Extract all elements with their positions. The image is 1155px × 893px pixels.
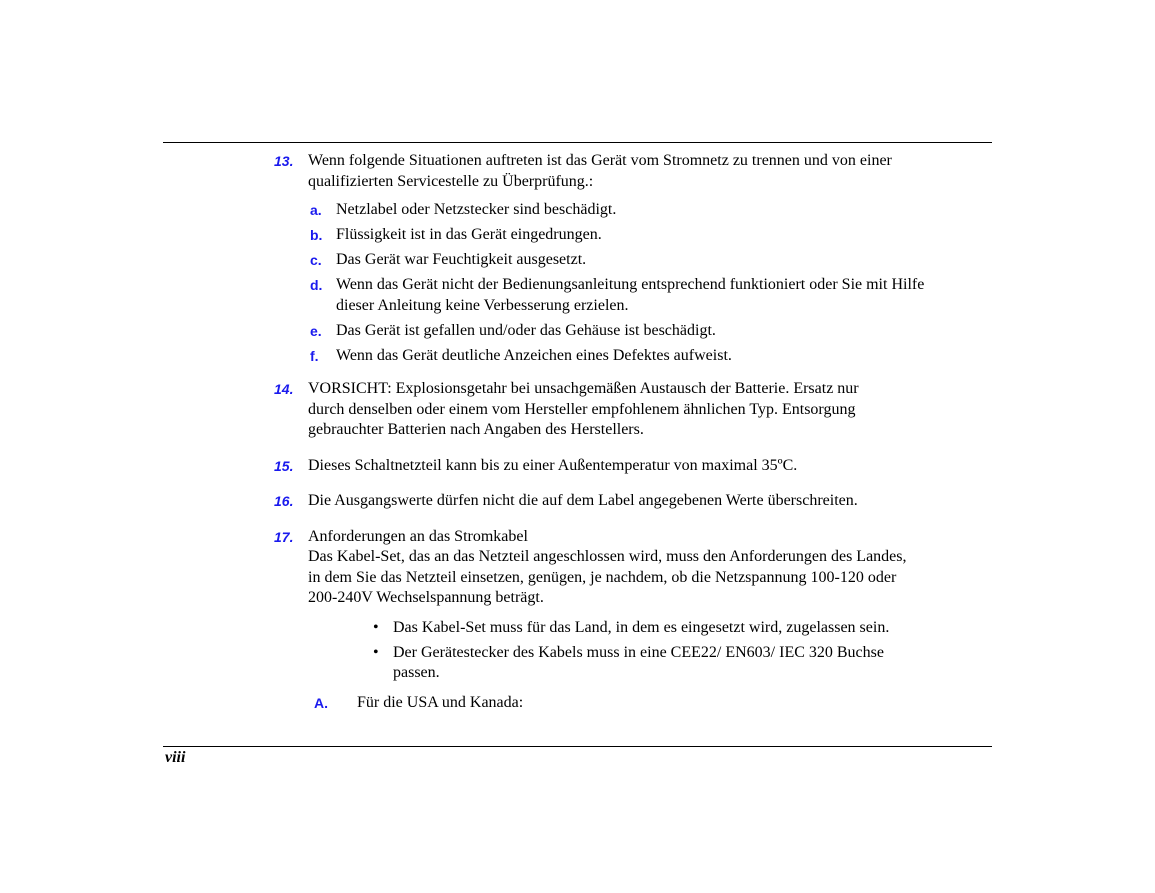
sub-item-text: Wenn das Gerät deutliche Anzeichen eines Defektes aufweist.	[336, 346, 732, 364]
bullet-text: Das Kabel-Set muss für das Land, in dem es eingesetzt wird, zugelassen sein.	[393, 618, 890, 636]
sub-item-letter: f.	[310, 347, 319, 364]
text-line: gebrauchter Batterien nach Angaben des Herstellers.	[308, 421, 644, 438]
text-line: Das Kabel-Set, das an das Netzteil angeschlossen wird, muss den Anforderungen des Landes,	[308, 548, 907, 565]
sub-item-text: Wenn das Gerät nicht der Bedienungsanleitung entsprechend funktioniert oder Sie mit Hilfe	[336, 276, 925, 293]
item-number: 14.	[274, 381, 294, 397]
text-line: Die Ausgangswerte dürfen nicht die auf dem Label angegebenen Werte überschreiten.	[308, 492, 858, 509]
list-item-13	[274, 151, 994, 366]
item-text	[308, 456, 994, 477]
footer-rule	[163, 746, 992, 747]
list-item-17	[274, 527, 994, 714]
text-line: Wenn folgende Situationen auftreten ist das Gerät vom Stromnetz zu trennen und von einer	[308, 152, 892, 169]
list-item-14	[274, 379, 994, 441]
text-line: Anforderungen an das Stromkabel	[308, 527, 528, 545]
sub-item-text: Flüssigkeit ist in das Gerät eingedrungen.	[336, 226, 602, 243]
text-line: qualifizierten Servicestelle zu Überprüfung.:	[308, 172, 594, 190]
item-number: 16.	[274, 493, 294, 509]
list-item-15	[274, 456, 994, 477]
item-number: 17.	[274, 528, 294, 545]
item-number: 15.	[274, 457, 294, 474]
bullet-text: Der Gerätestecker des Kabels muss in eine CEE22/ EN603/ IEC 320 Buchse	[393, 643, 884, 661]
bullet-item	[359, 643, 994, 684]
text-line: 200-240V Wechselspannung beträgt.	[308, 589, 544, 606]
bullet-list	[308, 618, 994, 684]
sub-item-a	[308, 200, 994, 221]
text-line: VORSICHT: Explosionsgetahr bei unsachgemäßen Austausch der Batterie. Ersatz nur	[308, 380, 859, 397]
bullet-item	[359, 618, 994, 639]
section-text: Für die USA und Kanada:	[357, 693, 524, 711]
sub-item-e	[308, 321, 994, 342]
section-a	[314, 693, 994, 714]
item-text	[308, 491, 994, 512]
list-item-16	[274, 491, 994, 512]
sub-list	[308, 200, 994, 366]
page-content	[274, 151, 994, 713]
sub-item-text: dieser Anleitung keine Verbesserung erzielen.	[336, 296, 629, 314]
sub-item-letter: a.	[310, 202, 322, 218]
item-number: 13.	[274, 153, 294, 169]
sub-item-f	[308, 346, 994, 367]
text-line: in dem Sie das Netzteil einsetzen, genügen, je nachdem, ob die Netzspannung 100-120 oder	[308, 568, 897, 586]
sub-item-letter: c.	[310, 252, 322, 268]
item-text	[308, 379, 994, 441]
sub-item-text: Das Gerät war Feuchtigkeit ausgesetzt.	[336, 251, 587, 268]
item-text	[308, 527, 994, 609]
bullet-icon: •	[373, 618, 379, 636]
sub-item-c	[308, 250, 994, 271]
sub-item-letter: b.	[310, 227, 323, 243]
item-text	[308, 151, 994, 192]
text-line: Dieses Schaltnetzteil kann bis zu einer Außentemperatur von maximal 35ºC.	[308, 456, 798, 474]
text-line: durch denselben oder einem vom Hersteller empfohlenem ähnlichen Typ. Entsorgung	[308, 400, 856, 418]
sub-item-d	[308, 275, 994, 316]
section-letter: A.	[314, 694, 328, 711]
sub-item-b	[308, 225, 994, 246]
sub-item-letter: e.	[310, 322, 322, 339]
bullet-icon: •	[373, 643, 379, 661]
sub-item-letter: d.	[310, 277, 323, 293]
page-number: viii	[165, 749, 186, 766]
sub-item-text: Netzlabel oder Netzstecker sind beschädigt.	[336, 201, 617, 218]
header-rule	[163, 142, 992, 143]
bullet-text: passen.	[393, 664, 440, 681]
sub-item-text: Das Gerät ist gefallen und/oder das Gehäuse ist beschädigt.	[336, 321, 716, 339]
